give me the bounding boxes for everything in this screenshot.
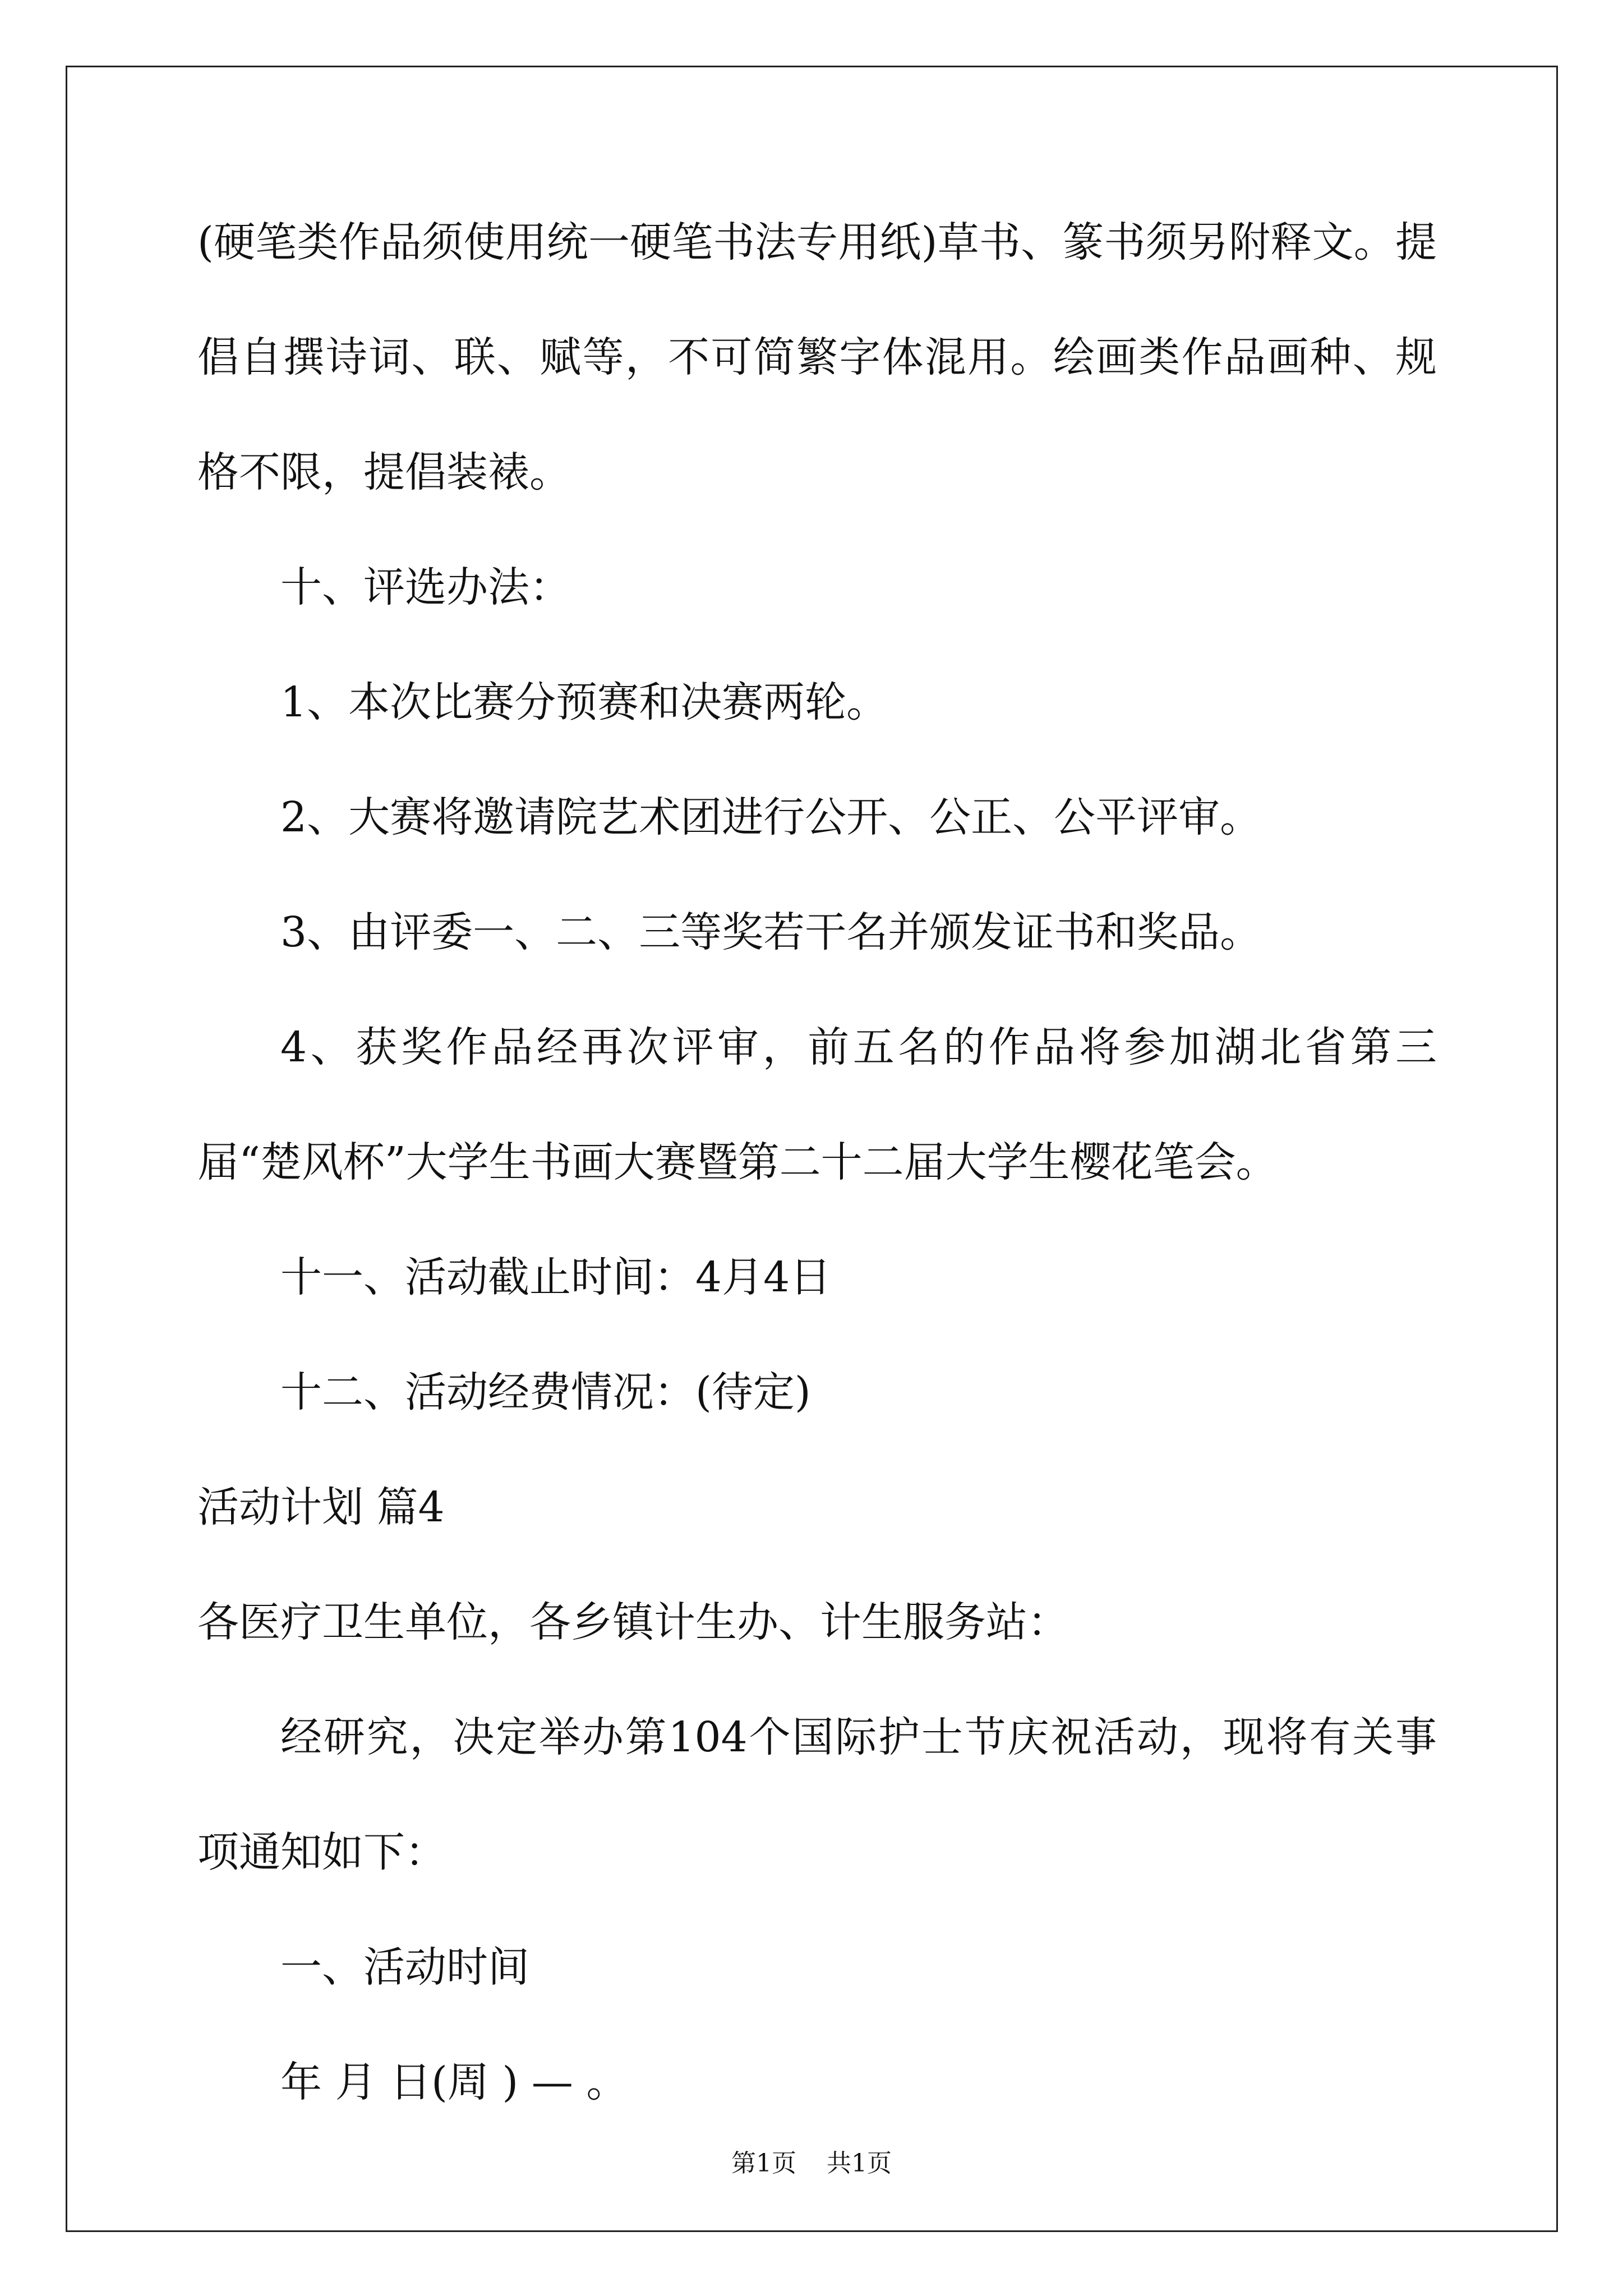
page-total: 共1页	[827, 2149, 892, 2178]
paragraph-notice: 经研究，决定举办第104个国际护士节庆祝活动，现将有关事项通知如下：	[197, 1713, 1437, 1876]
heading-selection-method: 十、评选办法：	[280, 563, 571, 611]
list-item: 2、大赛将邀请院艺术团进行公开、公正、公平评审。	[280, 793, 1262, 841]
list-item: 1、本次比赛分预赛和决赛两轮。	[280, 678, 888, 726]
list-item: 4、获奖作品经再次评审，前五名的作品将参加湖北省第三届“楚风杯”大学生书画大赛暨第二十二届大学生樱花笔会。	[197, 1023, 1437, 1186]
page-footer	[0, 2143, 1623, 2179]
heading-deadline: 十一、活动截止时间：4月4日	[280, 1253, 832, 1301]
heading-activity-time: 一、活动时间	[280, 1943, 529, 1991]
activity-date: 年 月 日(周 ) — 。	[280, 2058, 628, 2106]
section-title: 活动计划 篇4	[197, 1483, 445, 1531]
page-number: 第1页	[731, 2149, 796, 2178]
list-item: 3、由评委一、二、三等奖若干名并颁发证书和奖品。	[280, 908, 1262, 956]
paragraph-calligraphy-rules: (硬笔类作品须使用统一硬笔书法专用纸)草书、篆书须另附释文。提倡自撰诗词、联、赋等，不可简繁字体混用。绘画类作品画种、规格不限，提倡装裱。	[197, 218, 1437, 496]
heading-budget: 十二、活动经费情况：(待定)	[280, 1368, 811, 1416]
salutation: 各医疗卫生单位，各乡镇计生办、计生服务站：	[197, 1598, 1069, 1646]
document-body	[197, 185, 1437, 2140]
